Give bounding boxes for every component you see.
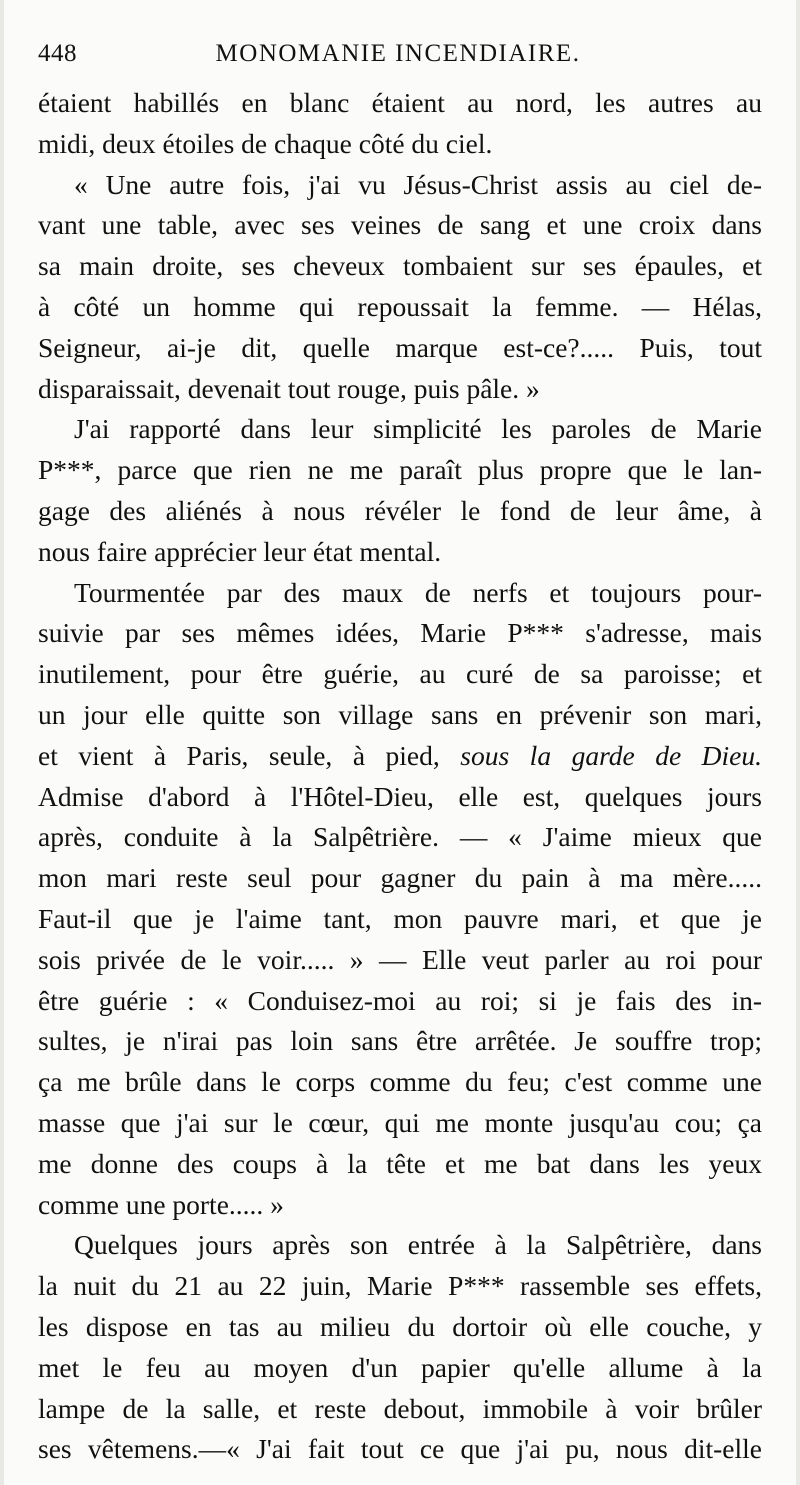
text-line: suivie par ses mêmes idées, Marie P*** s'adresse, mais xyxy=(38,617,762,649)
text-line: Tourmentée par des maux de nerfs et toujours pour- xyxy=(74,576,762,608)
text-line: vant une table, avec ses veines de sang et une croix dans xyxy=(38,209,762,241)
text-line: Admise d'abord à l'Hôtel-Dieu, elle est, quelques jours xyxy=(38,780,762,812)
text-line: J'ai rapporté dans leur simplicité les paroles de Marie xyxy=(74,413,762,445)
scan-edge-right xyxy=(796,0,800,1485)
text-line: masse que j'ai sur le cœur, qui me monte jusqu'au cou; ça xyxy=(38,1106,762,1138)
text-line-with-italic xyxy=(38,736,762,777)
text-line: Faut-il que je l'aime tant, mon pauvre mari, et que je xyxy=(38,902,762,934)
text-line: être guérie : « Conduisez-moi au roi; si je fais des in- xyxy=(38,984,762,1016)
text-line: sultes, je n'irai pas loin sans être arrêtée. Je souffre trop; xyxy=(38,1025,762,1057)
body-text xyxy=(38,83,762,1470)
scan-edge-left xyxy=(0,0,4,1485)
text-line: sois privée de le voir..... » — Elle veut parler au roi pour xyxy=(38,943,762,975)
text-line: étaient habillés en blanc étaient au nord, les autres au xyxy=(38,87,762,118)
italic-phrase: sous la garde de Dieu. xyxy=(460,739,763,771)
text-line: les dispose en tas au milieu du dortoir où elle couche, y xyxy=(38,1310,762,1342)
text-line: midi, deux étoiles de chaque côté du ciel. xyxy=(38,127,493,159)
text-line: Quelques jours après son entrée à la Salpêtrière, dans xyxy=(74,1229,762,1261)
text-line: inutilement, pour être guérie, au curé de sa paroisse; et xyxy=(38,658,762,690)
text-line: sa main droite, ses cheveux tombaient sur ses épaules, et xyxy=(38,250,762,282)
text-line: « Une autre fois, j'ai vu Jésus-Christ assis au ciel de- xyxy=(74,168,762,200)
text-line: un jour elle quitte son village sans en prévenir son mari, xyxy=(38,698,762,730)
text-line: disparaissait, devenait tout rouge, puis pâle. » xyxy=(38,372,540,404)
text-line: la nuit du 21 au 22 juin, Marie P*** rassemble ses effets, xyxy=(38,1270,762,1302)
text-line: Seigneur, ai-je dit, quelle marque est-ce?..... Puis, tout xyxy=(38,331,762,363)
page-number: 448 xyxy=(38,40,77,67)
text-line: lampe de la salle, et reste debout, immobile à voir brûler xyxy=(38,1392,762,1424)
text-line: à côté un homme qui repoussait la femme. — Hélas, xyxy=(38,290,762,322)
text-line: comme une porte..... » xyxy=(38,1188,284,1220)
running-title: MONOMANIE INCENDIAIRE. xyxy=(215,40,581,67)
text-line: ça me brûle dans le corps comme du feu; c'est comme une xyxy=(38,1066,762,1098)
text-line: met le feu au moyen d'un papier qu'elle allume à la xyxy=(38,1351,762,1383)
text-segment: et vient à Paris, seule, à pied, xyxy=(38,739,440,771)
text-line: après, conduite à la Salpêtrière. — « J'aime mieux que xyxy=(38,821,762,853)
text-line: ses vêtemens.—« J'ai fait tout ce que j'ai pu, nous dit-elle xyxy=(38,1433,762,1465)
text-line: P***, parce que rien ne me paraît plus propre que le lan- xyxy=(38,454,762,486)
text-line: nous faire apprécier leur état mental. xyxy=(38,535,442,567)
text-line: mon mari reste seul pour gagner du pain à ma mère..... xyxy=(38,862,762,894)
page-header xyxy=(38,40,758,76)
text-line: me donne des coups à la tête et me bat dans les yeux xyxy=(38,1147,762,1179)
text-line: gage des aliénés à nous révéler le fond de leur âme, à xyxy=(38,494,762,526)
